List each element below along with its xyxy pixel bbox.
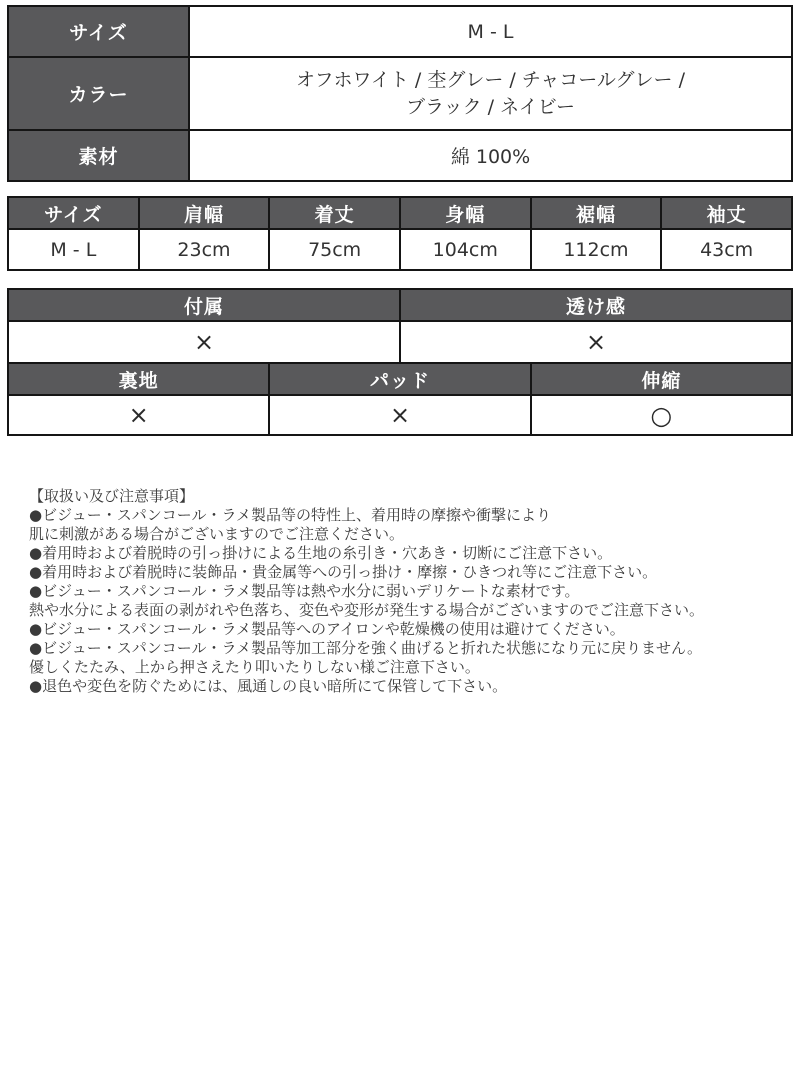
feature-header-accessories: 付属 [8, 289, 400, 321]
table-row [8, 6, 792, 57]
note-line: ●退色や変色を防ぐためには、風通しの良い暗所にて保管して下さい。 [29, 677, 508, 695]
spec-color-label: カラー [8, 57, 189, 130]
note-line: ●ビジュー・スパンコール・ラメ製品等は熱や水分に弱いデリケートな素材です。 [29, 582, 580, 600]
spec-material-label: 素材 [8, 130, 189, 181]
features-table-row2 [7, 362, 793, 436]
product-spec-table [7, 5, 793, 182]
feature-header-stretch: 伸縮 [531, 363, 792, 395]
feature-value-accessories: × [8, 321, 400, 363]
features-value-row [8, 395, 792, 435]
measurements-value-length: 75cm [269, 229, 400, 270]
spec-size-value: M - L [189, 6, 792, 57]
note-line: ●ビジュー・スパンコール・ラメ製品等の特性上、着用時の摩擦や衝撃により [29, 506, 552, 524]
feature-value-sheerness: × [400, 321, 792, 363]
table-row [8, 130, 792, 181]
measurements-header-hemwidth: 裾幅 [531, 197, 662, 229]
feature-header-pad: パッド [269, 363, 530, 395]
spec-material-value: 綿 100% [189, 130, 792, 181]
measurements-value-shoulder: 23cm [139, 229, 270, 270]
measurements-value-hemwidth: 112cm [531, 229, 662, 270]
feature-value-stretch: ○ [531, 395, 792, 435]
measurements-header-sleeve: 袖丈 [661, 197, 792, 229]
note-line: 優しくたたみ、上から押さえたり叩いたりしない様ご注意下さい。 [29, 658, 480, 676]
measurements-table [7, 196, 793, 271]
measurements-header-shoulder: 肩幅 [139, 197, 270, 229]
feature-header-sheerness: 透け感 [400, 289, 792, 321]
measurements-value-size: M - L [8, 229, 139, 270]
features-value-row [8, 321, 792, 363]
measurements-value-sleeve: 43cm [661, 229, 792, 270]
feature-header-lining: 裏地 [8, 363, 269, 395]
features-header-row [8, 363, 792, 395]
table-row [8, 57, 792, 130]
spec-size-label: サイズ [8, 6, 189, 57]
features-header-row [8, 289, 792, 321]
measurements-header-bodywidth: 身幅 [400, 197, 531, 229]
feature-value-lining: × [8, 395, 269, 435]
note-line: ●着用時および着脱時に装飾品・貴金属等への引っ掛け・摩擦・ひきつれ等にご注意下さい。 [29, 563, 658, 581]
spec-color-value-line-1: オフホワイト / 杢グレー / チャコールグレー / [296, 68, 685, 91]
handling-notes-title: 【取扱い及び注意事項】 [29, 487, 195, 505]
note-line: ●ビジュー・スパンコール・ラメ製品等へのアイロンや乾燥機の使用は避けてください。 [29, 620, 625, 638]
measurements-header-size: サイズ [8, 197, 139, 229]
feature-value-pad: × [269, 395, 530, 435]
measurements-value-row [8, 229, 792, 270]
spec-color-value-line-2: ブラック / ネイビー [406, 95, 575, 118]
note-line: 肌に刺激がある場合がございますのでご注意ください。 [29, 525, 405, 543]
measurements-header-row [8, 197, 792, 229]
note-line: 熱や水分による表面の剥がれや色落ち、変色や変形が発生する場合がございますのでご注意下さい。 [29, 601, 705, 619]
note-line: ●着用時および着脱時の引っ掛けによる生地の糸引き・穴あき・切断にご注意下さい。 [29, 544, 613, 562]
note-line: ●ビジュー・スパンコール・ラメ製品等加工部分を強く曲げると折れた状態になり元に戻りません。 [29, 639, 702, 657]
measurements-header-length: 着丈 [269, 197, 400, 229]
measurements-value-bodywidth: 104cm [400, 229, 531, 270]
handling-notes [29, 487, 790, 696]
features-table-row1 [7, 288, 793, 364]
spec-color-value [189, 57, 792, 130]
